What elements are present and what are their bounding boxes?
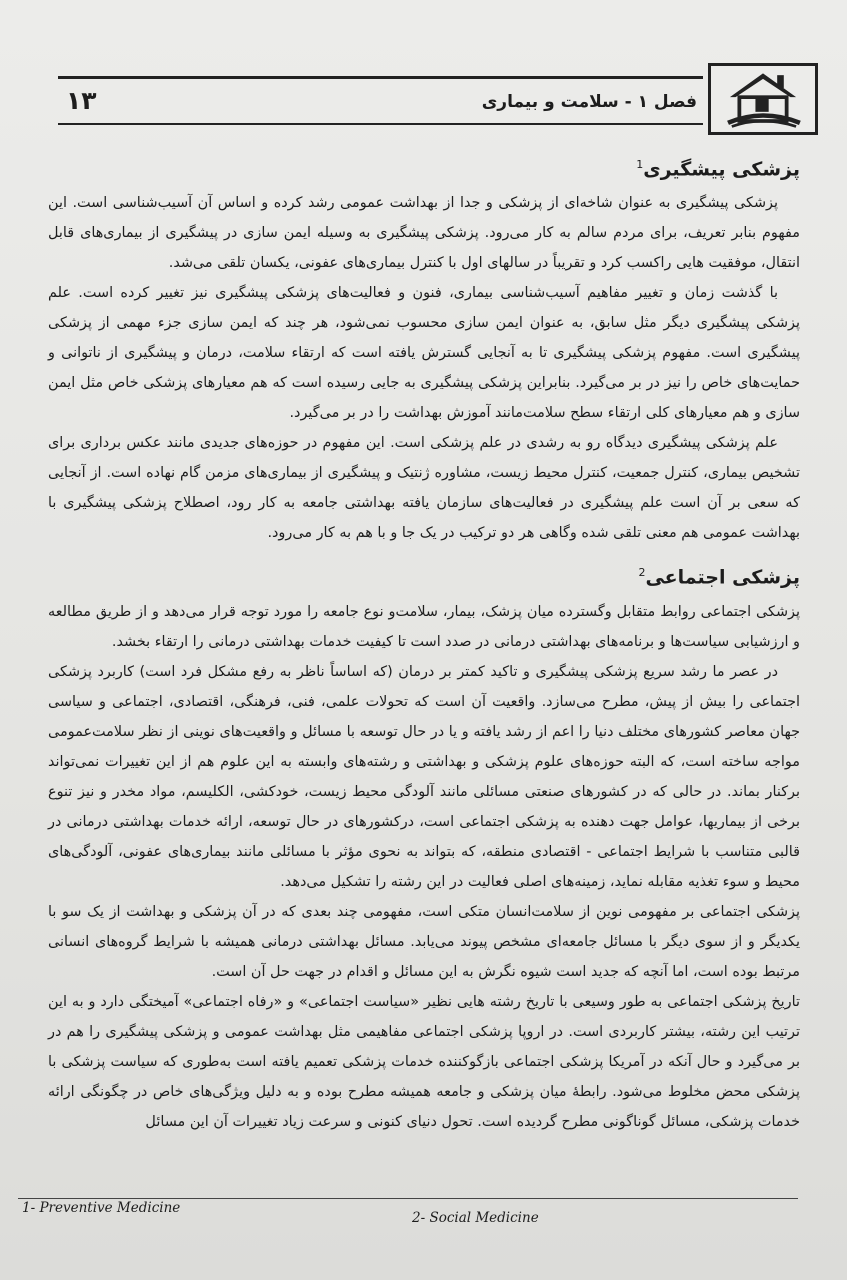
paragraph: در عصر ما رشد سریع پزشکی پیشگیری و تاکید کمتر بر درمان (که اساساً ناظر به رفع مشکل فرد است) کاربرد پزشکی اجتماعی را بیش از پیش، مطرح می‌سازد. واقعیت آن است که تحولات علمی، فنی، فرهنگی، اقتصادی، اجتماعی و سیاسی جهان معاصر کشورهای مختلف دنیا را اعم از رشد یافته و یا در حال توسعه با مسائل و واقعیت‌های نوینی از نظر سلامت‌عمومی مواجه ساخته است، که البته حوزه‌های علوم پزشکی و بهداشتی و رشته‌های وابسته به این علوم هم از این تغییرات نمی‌تواند برکنار بماند. در حالی که در کشورهای صنعتی مسائلی مانند آلودگی محیط زیست، خودکشی، الکلیسم، مواد مخدر و نیز تنوع برخی از بیماریها، عوامل جهت دهنده به پزشکی اجتماعی است، درکشورهای در حال توسعه، ارائه خدمات بهداشتی درمانی در قالبی متناسب با شرایط اجتماعی - اقتصادی منطقه، که بتواند به نحوی مؤثر با مسائلی مانند بیماری‌های عفونی، آلودگی‌های محیط و سوء تغذیه مقابله نماید، زمینه‌های اصلی فعالیت در این رشته را تشکیل می‌دهد. (48, 663, 800, 890)
paragraph: پزشکی اجتماعی روابط متقابل وگسترده میان پزشک، بیمار، سلامت‌و نوع جامعه را مورد توجه قرار می‌دهد و از طریق مطالعه و ارزشیابی سیاست‌ها و برنامه‌های بهداشتی درمانی در صدد است تا کیفیت خدمات بهداشتی درمانی را ارتقاء بخشد. (48, 603, 800, 650)
chapter-title: فصل ۱ - سلامت و بیماری (481, 92, 697, 112)
house-icon (708, 63, 818, 135)
page-number: ۱۳ (66, 86, 97, 115)
footnote-2: 2- Social Medicine (412, 1210, 539, 1226)
footnote-ref: 2 (638, 566, 646, 580)
paragraph: تاریخ پزشکی اجتماعی به طور وسیعی با تاریخ رشته هایی نظیر «سیاست اجتماعی» و «رفاه اجتماعی» آمیختگی دارد و به این ترتیب این رشته، بیشتر کاربردی است. در اروپا پزشکی اجتماعی مفاهیمی مثل بهداشت عمومی و پزشکی پیشگیری را هم در بر می‌گیرد و حال آنکه در آمریکا پزشکی اجتماعی بازگوکننده خدمات پزشکی تعمیم یافته است به‌طوری که سیاست پزشکی با پزشکی محض مخلوط می‌شود. رابطهٔ میان پزشکی و جامعه همیشه مطرح بوده و به دلیل ویژگی‌های خاص در چگونگی ارائه خدمات پزشکی، مسائل گوناگونی مطرح گردیده است. تحول دنیای کنونی و سرعت زیاد تغییرات آن این مسائل (48, 993, 800, 1130)
paragraph: با گذشت زمان و تغییر مفاهیم آسیب‌شناسی بیماری، فنون و فعالیت‌های پزشکی پیشگیری نیز تغییر کرده است. علم پزشکی پیشگیری دیگر مثل سابق، به عنوان ایمن سازی محسوب نمی‌شود، هر چند که ایمن سازی جزء مهمی از پزشکی پیشگیری است. مفهوم پزشکی پیشگیری تا به آنجایی گسترش یافته است که ارتقاء سلامت، درمان و پیشگیری از ناتوانی و حمایت‌های خاص را نیز در بر می‌گیرد. بنابراین پزشکی پیشگیری به جایی رسیده است که هم معیارهای پزشکی خاص مثل ایمن سازی و هم معیارهای کلی ارتقاء سطح سلامت‌مانند آموزش بهداشت را در بر می‌گیرد. (48, 285, 800, 422)
header-rule-top (58, 76, 703, 79)
paragraph: پزشکی اجتماعی بر مفهومی نوین از سلامت‌انسان متکی است، مفهومی چند بعدی که در آن پزشکی و بهداشت از یک سو با یکدیگر و از سوی دیگر با مسائل جامعه‌ای مشخص پیوند می‌یابد. مسائل بهداشتی درمانی همیشه با شرایط گروه‌های انسانی مرتبط بوده است، اما آنچه که جدید است شیوه نگرش به این مسائل و اقدام در جهت حل آن است. (48, 903, 800, 980)
header-rule-bottom (58, 123, 703, 125)
paragraph: علم پزشکی پیشگیری دیدگاه رو به رشدی در علم پزشکی است. این مفهوم در حوزه‌های جدیدی مانند عکس برداری برای تشخیص بیماری، کنترل جمعیت، کنترل محیط زیست، مشاوره ژنتیک و پیشگیری از بیماری‌های مزمن گام نهاده است. از آنجایی که سعی بر آن است علم پیشگیری در فعالیت‌های سازمان یافته بهداشتی جامعه به کار رود، اصطلاح پزشکی پیشگیری با بهداشت عمومی هم معنی تلقی شده وگاهی هر دو ترکیب در یک جا و با هم به کار می‌رود. (48, 435, 800, 542)
section-heading-preventive: پزشکی پیشگیری$^1$ (636, 158, 800, 181)
page-body (48, 150, 800, 1137)
footnote-1: 1- Preventive Medicine (22, 1200, 181, 1216)
footnote-ref: 1 (636, 158, 644, 171)
section-heading-social: پزشکی اجتماعی$^2$ (638, 566, 800, 589)
paragraph: پزشکی پیشگیری به عنوان شاخه‌ای از پزشکی و جدا از بهداشت عمومی رشد کرده و اساس آن آسیب‌شناسی است. این مفهوم بنابر تعریف، برای مردم سالم به کار می‌رود. پزشکی پیشگیری به وسیله ایمن سازی در پیشگیری از بیماری‌های قابل انتقال، موفقیت هایی راکسب کرد و تقریباً در سالهای اول با کنترل بیماری‌های عفونی، یکسان تلقی می‌شد. (48, 195, 800, 272)
footnote-divider (18, 1198, 798, 1199)
